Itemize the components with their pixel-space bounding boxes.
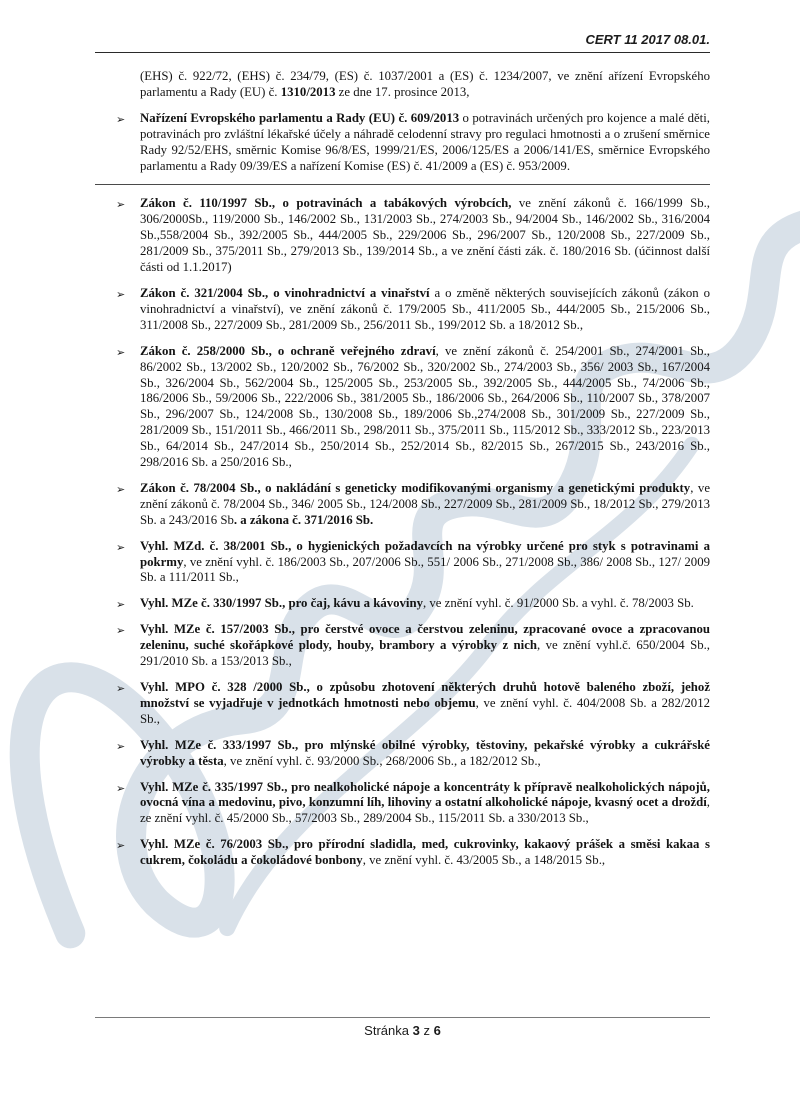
list-arrow-icon: ➢: [116, 624, 126, 638]
legal-item-text: Zákon č. 258/2000 Sb., o ochraně veřejného zdraví, ve znění zákonů č. 254/2001 Sb., 274/2001 Sb., 86/2002 Sb., 13/2002 Sb., 120/2002 Sb., 76/2002 Sb., 320/2002 Sb., 274/2003 Sb., 356/ 2003 Sb., 167/2004 Sb., 326/2004 Sb., 562/2004 Sb., 125/2005 Sb., 253/2005 Sb., 392/2005 Sb., 444/2005 Sb., 74/2006 Sb., 186/2006 Sb., 59/2006 Sb., 222/2006 Sb., 381/2005 Sb., 186/2006 Sb., 264/2006 Sb., 110/2007 Sb., 378/2007 Sb., 296/2007 Sb., 124/2008 Sb., 130/2008 Sb., 189/2006 Sb.,274/2008 Sb., 301/2009 Sb., 227/2009 Sb., 281/2009 Sb., 151/2011 Sb., 466/2011 Sb., 298/2011 Sb., 375/2011 Sb., 115/2012 Sb., 333/2012 Sb., 223/2013 Sb., 64/2014 Sb., 247/2014 Sb., 250/2014 Sb., 252/2014 Sb., 82/2015 Sb., 267/2015 Sb., 243/2016 Sb., 298/2016 Sb. a 250/2016 Sb.,: [140, 343, 710, 470]
list-arrow-icon: ➢: [116, 839, 126, 853]
list-arrow-icon: ➢: [116, 198, 126, 212]
legal-item-text: Vyhl. MPO č. 328 /2000 Sb., o způsobu zhotovení některých druhů hotově baleného zboží, jehož množství se vyjadřuje v jednotkách hmotnosti nebo objemu, ve znění vyhl. č. 404/2008 Sb. a 282/2012 Sb.,: [140, 680, 710, 726]
list-arrow-icon: ➢: [116, 345, 126, 359]
footer-total-pages: 6: [433, 1023, 441, 1038]
legal-item: [95, 680, 710, 728]
list-arrow-icon: ➢: [116, 598, 126, 612]
list-arrow-icon: ➢: [116, 540, 126, 554]
footer-of-word: z: [423, 1023, 430, 1038]
legal-item: [95, 196, 710, 276]
intro-paragraph: (EHS) č. 922/72, (EHS) č. 234/79, (ES) č. 1037/2001 a (ES) č. 1234/2007, ve znění ařízení Evropského parlamentu a Rady (EU) č. 1310/2013 ze dne 17. prosince 2013,: [140, 69, 710, 99]
legal-item-text: Vyhl. MZd. č. 38/2001 Sb., o hygienických požadavcích na výrobky určené pro styk s potravinami a pokrmy, ve znění vyhl. č. 186/2003 Sb., 207/2006 Sb., 551/ 2006 Sb., 271/2008 Sb., 386/ 2008 Sb., 127/ 2009 Sb. a 111/2011 Sb.,: [140, 538, 710, 585]
list-arrow-icon: ➢: [116, 112, 126, 126]
header-title: CERT 11 2017 08.01.: [585, 32, 710, 47]
legal-item: [95, 596, 710, 612]
list-arrow-icon: ➢: [116, 287, 126, 301]
list-arrow-icon: ➢: [116, 682, 126, 695]
legal-item-text: Nařízení Evropského parlamentu a Rady (EU) č. 609/2013 o potravinách určených pro kojence a malé děti, potravinách pro zvláštní lékařské účely a náhradě celodenní stravy pro regulaci hmotnosti a o zrušení směrnice Rady 92/52/EHS, směrnic Komise 96/8/ES, 1999/21/ES, 2006/125/ES a 2006/141/ES, směrnice Evropského parlamentu a Rady 09/39/ES a nařízení Komise (ES) č. 41/2009 a (ES) č. 953/2009.: [140, 110, 710, 173]
footer-label: Stránka: [364, 1023, 409, 1038]
eu-regulations-list: [95, 111, 710, 175]
document-body: [95, 53, 710, 869]
legal-item-text: Vyhl. MZe č. 76/2003 Sb., pro přírodní sladidla, med, cukrovinky, kakaový prášek a směsi kakaa s cukrem, čokoládu a čokoládové bonbony, ve znění vyhl. č. 43/2005 Sb., a 148/2015 Sb.,: [140, 837, 710, 868]
list-arrow-icon: ➢: [116, 781, 126, 795]
legal-item: [95, 738, 710, 770]
legal-item-text: Vyhl. MZe č. 157/2003 Sb., pro čerstvé ovoce a čerstvou zeleninu, zpracované ovoce a zpracovanou zeleninu, suché skořápkové plody, houby, brambory a výrobky z nich, ve znění vyhl.č. 650/2004 Sb., 291/2010 Sb. a 153/2013 Sb.,: [140, 622, 710, 669]
legal-item: [95, 111, 710, 175]
legal-item: [95, 622, 710, 670]
page-footer: [95, 1017, 710, 1038]
legal-item-text: Zákon č. 110/1997 Sb., o potravinách a tabákových výrobcích, ve znění zákonů č. 166/1999 Sb., 306/2000Sb., 119/2000 Sb., 146/2002 Sb., 131/2003 Sb., 274/2003 Sb., 94/2004 Sb., 146/2002 Sb., 316/2004 Sb.,558/2004 Sb., 392/2005 Sb., 444/2005 Sb., 229/2006 Sb., 296/2007 Sb., 120/2008 Sb., 227/2009 Sb., 281/2009 Sb., 375/2011 Sb., 279/2013 Sb., 139/2014 Sb., a ve znění části zák. č. 180/2016 Sb. (účinnost další části od 1.1.2017): [140, 196, 710, 275]
legal-item-text: Vyhl. MZe č. 335/1997 Sb., pro nealkoholické nápoje a koncentráty k přípravě nealkoholických nápojů, ovocná vína a medovinu, pivo, konzumní líh, lihoviny a ostatní alkoholické nápoje, kvasný ocet a droždí, ze znění vyhl. č. 45/2000 Sb., 57/2003 Sb., 289/2004 Sb., 115/2011 Sb. a 330/2013 Sb.,: [140, 779, 710, 826]
legal-item-text: Zákon č. 321/2004 Sb., o vinohradnictví a vinařství a o změně některých souvisejících zákonů (zákon o vinohradnictví a vinařství), ve znění zákonů č. 179/2005 Sb., 411/2005 Sb., 444/2005 Sb., 215/2006 Sb., 311/2008 Sb., 227/2009 Sb., 281/2009 Sb., 256/2011 Sb., 199/2012 Sb. a 18/2012 Sb.,: [140, 285, 710, 332]
legal-item: [95, 481, 710, 529]
legal-item-text: Vyhl. MZe č. 333/1997 Sb., pro mlýnské obilné výrobky, těstoviny, pekařské výrobky a cukrářské výrobky a těsta, ve znění vyhl. č. 93/2000 Sb., 268/2006 Sb., a 182/2012 Sb.,: [140, 737, 710, 768]
legal-item-text: Vyhl. MZe č. 330/1997 Sb., pro čaj, kávu a kávoviny, ve znění vyhl. č. 91/2000 Sb. a vyhl. č. 78/2003 Sb.: [140, 596, 694, 611]
legal-item: [95, 780, 710, 828]
legal-item: [95, 344, 710, 471]
legal-item: [95, 286, 710, 334]
legal-item: [95, 837, 710, 869]
list-arrow-icon: ➢: [116, 482, 126, 496]
page-header: [95, 0, 710, 53]
national-laws-list: [95, 196, 710, 869]
footer-page-number: 3: [412, 1023, 420, 1038]
section-separator: [95, 184, 710, 185]
list-arrow-icon: ➢: [116, 739, 126, 753]
legal-item-text: Zákon č. 78/2004 Sb., o nakládání s geneticky modifikovanými organismy a genetickými produkty, ve znění zákonů č. 78/2004 Sb., 346/ 2005 Sb., 124/2008 Sb., 227/2009 Sb., 281/2009 Sb., 18/2012 Sb., 279/2013 Sb. a 243/2016 Sb. a zákona č. 371/2016 Sb.: [140, 480, 711, 527]
legal-item: [95, 539, 710, 587]
